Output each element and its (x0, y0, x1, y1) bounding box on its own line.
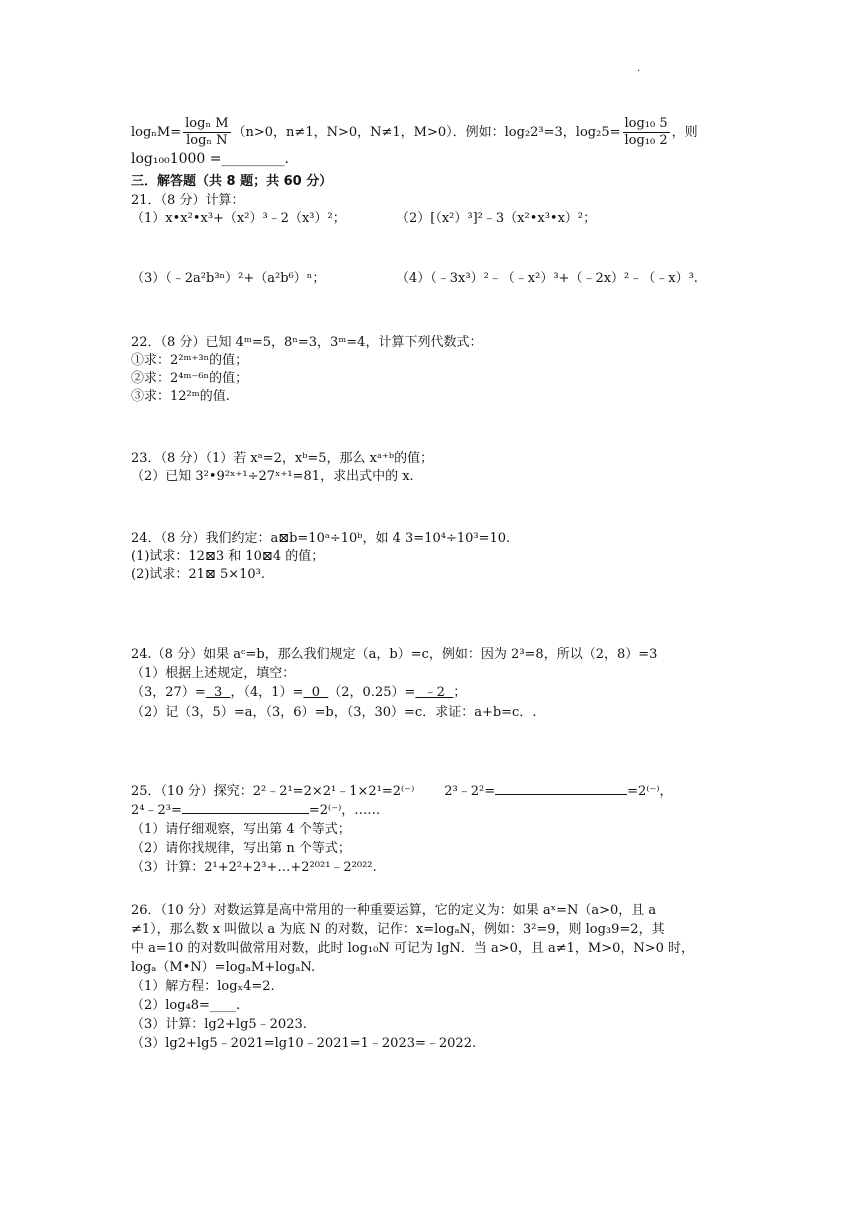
fill-label-b: ，（4，1）= (230, 685, 304, 700)
fill-label-d: ； (453, 685, 467, 700)
q26-part2 (131, 997, 240, 1015)
q26-part2-label: （2）log₄8= (131, 998, 210, 1013)
q25-eq1: 25．（10 分）探究：2²﹣2¹=2×2¹﹣1×2¹=2⁽⁻⁾ (131, 784, 415, 799)
fill-label-c: （2，0.25）= (328, 685, 416, 700)
q26-line3: 中 a=10 的对数叫做常用对数，此时 log₁₀N 可记为 lgN．当 a>0，且 a≠1，M>0，N>0 时， (131, 941, 695, 956)
fraction-denominator: logₙ N (186, 133, 228, 148)
q25-line1 (131, 782, 673, 801)
q22-item1: ①求：2²ᵐ⁺³ⁿ的值； (131, 353, 249, 368)
q25-line2 (131, 801, 380, 820)
q24b-part2: （2）记（3，5）=a，（3，6）=b，（3，30）=c．求证：a+b=c．. (131, 705, 537, 720)
q26-part4: （3）lg2+lg5﹣2021=lg10﹣2021=1﹣2023=﹣2022. (131, 1036, 477, 1051)
page-mark: . (637, 63, 641, 74)
q21-part4: （4）（﹣3x³）²﹣（﹣x²）³+（﹣2x）²﹣（﹣x）³. (396, 271, 698, 286)
fraction-denominator: log₁₀ 2 (624, 133, 668, 148)
q25-part1: （1）请仔细观察，写出第 4 个等式； (131, 822, 351, 837)
formula-tail: ，则 (671, 125, 698, 140)
fill-answer-c: ﹣2 (415, 685, 454, 700)
section-title: 三．解答题（共 8 题；共 60 分） (131, 174, 333, 189)
q22-item3: ③求：12²ᵐ的值. (131, 389, 230, 404)
fill-answer-b: 0 (303, 685, 329, 700)
q26-line1: 26．（10 分）对数运算是高中常用的一种重要运算，它的定义为：如果 aˣ=N（a>0，且 a (131, 903, 657, 918)
q25-eq2-result: =2⁽⁻⁾， (627, 784, 673, 799)
blank-line (495, 782, 627, 795)
q24a-title: 24．（8 分）我们约定：a⊠b=10ᵃ÷10ᵇ，如 4 3=10⁴÷10³=10. (131, 531, 511, 546)
q21-title: 21．（8 分）计算： (131, 193, 245, 208)
fraction-numerator: logₙ M (185, 116, 229, 131)
blank-line (182, 801, 309, 814)
q25-eq3-result: =2⁽⁻⁾，…… (308, 803, 381, 818)
q24b-fill-line (131, 684, 466, 702)
q25-eq3: 2⁴﹣2³= (131, 803, 182, 818)
log-formula-line (131, 116, 698, 149)
q25-part2: （2）请你找规律，写出第 n 个等式； (131, 841, 351, 856)
q21-part2: （2）[（x²）³]²﹣3（x²•x³•x）²； (396, 211, 597, 226)
fill-answer-a: 3 (205, 685, 231, 700)
q24a-part2: (2)试求：21⊠ 5×10³. (131, 567, 266, 582)
q22-item2: ②求：2⁴ᵐ⁻⁶ⁿ的值； (131, 371, 249, 386)
q26-part1: （1）解方程：logₓ4=2. (131, 979, 275, 994)
q23-part1: 23．（8 分）（1）若 xᵃ=2，xᵇ=5，那么 xᵃ⁺ᵇ的值； (131, 451, 434, 466)
q24a-part1: (1)试求：12⊠3 和 10⊠4 的值； (131, 549, 325, 564)
log-question-line: log₁₀₀1000 =_________. (131, 151, 289, 167)
q22-title: 22．（8 分）已知 4ᵐ=5，8ⁿ=3，3ᵐ=4，计算下列代数式： (131, 335, 483, 350)
fraction-m-over-n (183, 116, 230, 149)
q25-part3: （3）计算：2¹+2²+2³+…+2²⁰²¹﹣2²⁰²². (131, 860, 377, 875)
formula-conditions: （n>0，n≠1，N>0，N≠1，M>0）．例如：log₂2³=3，log₂5= (232, 125, 621, 140)
q26-line2: ≠1），那么数 x 叫做以 a 为底 N 的对数，记作：x=logₐN，例如：3²=9，则 log₃9=2，其 (131, 922, 665, 937)
blank-line: ____ (209, 998, 236, 1013)
fraction-log5-over-log2 (623, 116, 670, 149)
fill-label-a: （3，27）= (131, 685, 206, 700)
q21-part3: （3）（﹣2a²b³ⁿ）²+（a²b⁶）ⁿ； (131, 271, 326, 286)
q24b-part1: （1）根据上述规定，填空： (131, 666, 296, 681)
formula-lead: logₙM= (131, 125, 182, 140)
q23-part2: （2）已知 3²•9²ˣ⁺¹÷27ˣ⁺¹=81，求出式中的 x. (131, 469, 414, 484)
q26-part2-end: . (235, 998, 241, 1013)
q24b-title: 24.（8 分）如果 aᶜ=b，那么我们规定（a，b）=c，例如：因为 2³=8，所以（2，8）=3 (131, 647, 658, 662)
q26-line4: logₐ（M•N）=logₐM+logₐN. (131, 960, 316, 975)
q25-eq2: 2³﹣2²= (444, 784, 496, 799)
fraction-numerator: log₁₀ 5 (624, 116, 668, 131)
q21-part1: （1）x•x²•x³+（x²）³﹣2（x³）²； (131, 211, 346, 226)
q26-part3: （3）计算：lg2+lg5﹣2023. (131, 1017, 307, 1032)
